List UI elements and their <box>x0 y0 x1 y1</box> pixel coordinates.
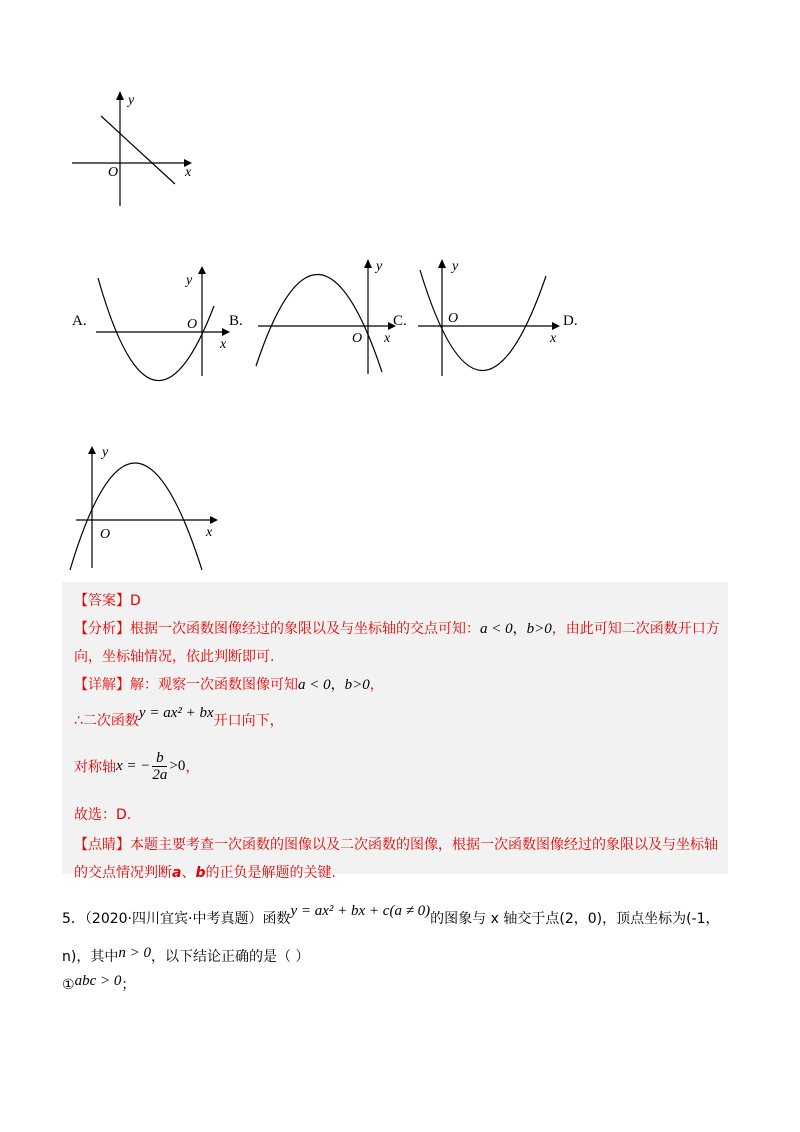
axis-x-label: x <box>384 331 391 346</box>
option-a-label: A. <box>72 313 87 329</box>
axis-y-label: y <box>186 273 193 288</box>
function-formula: y = ax² + bx + c(a ≠ 0) <box>290 903 431 919</box>
question-5-item-1: ①abc > 0； <box>62 973 136 993</box>
analysis-line-1: 【分析】根据一次函数图像经过的象限以及与坐标轴的交点可知：a < 0，b>0，由此可知二次函数开口方 <box>74 621 720 637</box>
option-d-label: D. <box>563 313 578 329</box>
fraction: $\frac{b}{2a}$ <box>152 750 168 783</box>
axis-y-label: y <box>452 259 459 274</box>
axis-y-label: y <box>102 445 109 460</box>
axis-y-label: y <box>128 93 135 108</box>
option-c-graph <box>414 256 566 380</box>
cond-a: a < 0 <box>480 621 513 637</box>
answer-label: 【答案】 <box>74 593 130 609</box>
quadratic-formula: y = ax² + bx <box>138 705 214 721</box>
answer-value: D <box>130 593 141 609</box>
option-d-graph <box>66 444 226 574</box>
origin-label: O <box>448 311 459 326</box>
origin-label: O <box>352 331 363 346</box>
option-a-graph <box>92 264 236 382</box>
analysis-line-2: 向，坐标轴情况，依此判断即可. <box>74 649 275 665</box>
comment-line-2: 的交点情况判断a、b的正负是解题的关键. <box>74 865 336 881</box>
question-number: 5． <box>62 911 85 927</box>
analysis-label: 【分析】 <box>74 621 130 637</box>
answer-line <box>74 590 141 610</box>
detail-line-2: ∴二次函数y = ax² + bx开口向下， <box>74 705 284 729</box>
question-5-line-2: n)，其中n > 0，以下结论正确的是（ ） <box>62 945 310 965</box>
origin-label: O <box>100 527 111 542</box>
origin-label: O <box>108 165 119 180</box>
axis-x-label: x <box>185 165 192 180</box>
axis-x-label: x <box>550 331 557 346</box>
linear-function-graph <box>68 88 208 212</box>
comment-line-1: 【点睛】本题主要考查一次函数的图像以及二次函数的图像，根据一次函数图像经过的象限以及与坐标轴 <box>74 837 718 853</box>
axis-y-label: y <box>376 259 383 274</box>
detail-line-3: 对称轴x = − $\frac{b}{2a}$ >0， <box>74 750 200 783</box>
option-b-graph <box>252 256 402 380</box>
option-c-label: C. <box>393 313 407 329</box>
question-5-line-1: 5．（2020·四川宜宾·中考真题）函数y = ax² + bx + c(a ≠ 0)的图象与 x 轴交于点(2，0)，顶点坐标为(-1， <box>62 903 720 927</box>
detail-label: 【详解】 <box>74 677 130 693</box>
comment-label: 【点睛】 <box>74 837 130 853</box>
axis-x-label: x <box>220 337 227 352</box>
cond-b: b>0 <box>526 621 552 637</box>
choose-line: 故选：D. <box>74 807 132 823</box>
option-b-label: B. <box>229 313 243 329</box>
axis-x-label: x <box>206 525 213 540</box>
detail-line-1: 【详解】解：观察一次函数图像可知a < 0，b>0， <box>74 677 384 693</box>
origin-label: O <box>187 317 198 332</box>
